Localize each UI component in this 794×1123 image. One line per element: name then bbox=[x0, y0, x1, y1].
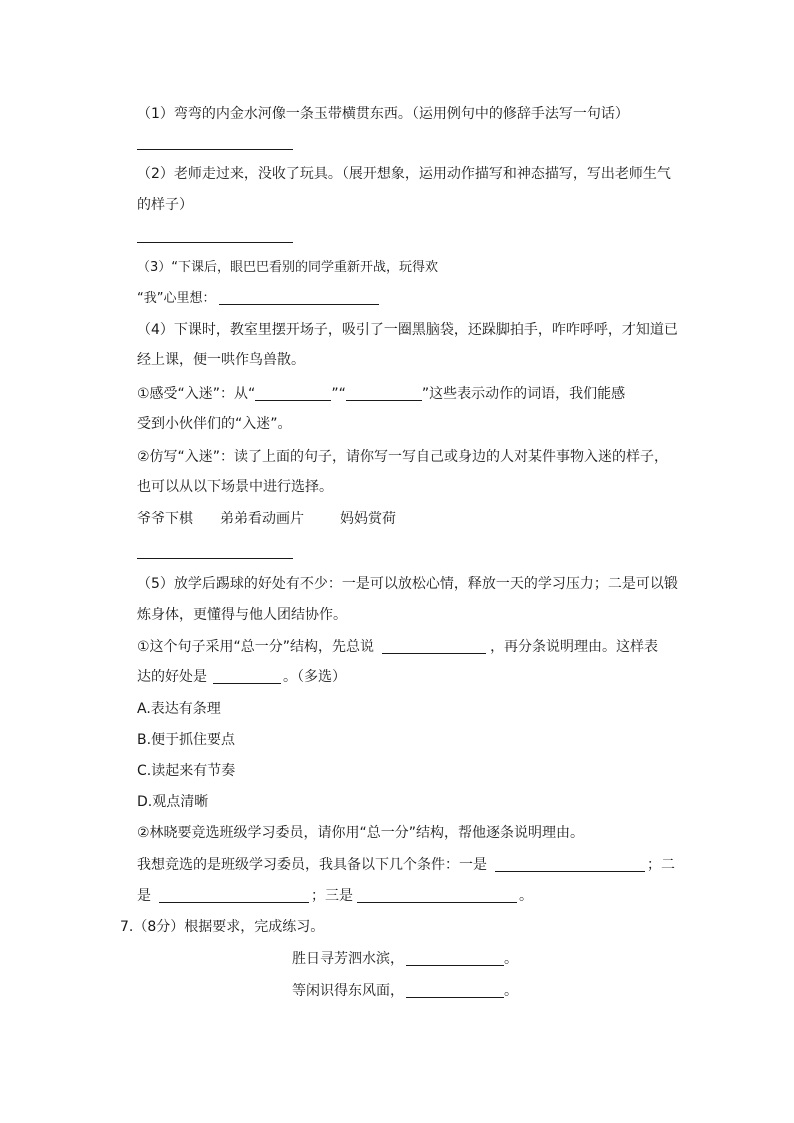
q2-prompt-line1: （2）老师走过来，没收了玩具。（展开想象，运用动作描写和神态描写，写出老师生气 bbox=[137, 166, 671, 182]
q5-reason2-blank[interactable] bbox=[159, 888, 309, 903]
q5-summary-blank[interactable] bbox=[382, 639, 486, 654]
q4-scene-2: 弟弟看动画片 bbox=[220, 511, 304, 527]
q5-answer-line2 bbox=[137, 886, 533, 906]
q5-sub2: ②林晓要竞选班级学习委员，请你用“总一分”结构，帮他逐条说明理由。 bbox=[137, 825, 585, 841]
q5-sub1 bbox=[137, 637, 658, 657]
q5-sub1-b: ，再分条说明理由。这样表 bbox=[490, 639, 659, 655]
q5-answer-line1 bbox=[137, 855, 675, 875]
q4-sub2-line1: ②仿写“入迷”：读了上面的句子，请你写一写自己或身边的人对某件事物入迷的样子， bbox=[137, 449, 669, 465]
q7-poem-line1 bbox=[292, 949, 518, 969]
q5-option-c[interactable]: C.读起来有节奏 bbox=[137, 763, 236, 779]
q5-sub1-a: ①这个句子采用“总一分”结构，先总说 bbox=[137, 639, 375, 655]
q7-poem-line2 bbox=[292, 981, 518, 1001]
q7-poem-blank2[interactable] bbox=[406, 983, 504, 998]
q5-line1: （5）放学后踢球的好处有不少：一是可以放松心情，释放一天的学习压力；二是可以锻 bbox=[137, 576, 678, 592]
q2-prompt-line2: 的样子） bbox=[137, 197, 193, 213]
q1-answer-blank[interactable] bbox=[137, 149, 293, 150]
q4-sub2-line2: 也可以从以下场景中进行选择。 bbox=[137, 479, 333, 495]
q4-word2-blank[interactable] bbox=[346, 386, 422, 401]
q3-label-text: “我”心里想： bbox=[137, 291, 216, 306]
q5-reason3-blank[interactable] bbox=[357, 888, 517, 903]
q4-scene-3: 妈妈赏荷 bbox=[340, 511, 396, 527]
q7-poem-line1-text: 胜日寻芳泗水滨， bbox=[292, 951, 404, 967]
q1-prompt: （1）弯弯的内金水河像一条玉带横贯东西。（运用例句中的修辞手法写一句话） bbox=[137, 106, 629, 122]
q7-poem-end1: 。 bbox=[504, 951, 518, 967]
q3-label bbox=[137, 289, 379, 309]
q4-sub1-line2: 受到小伙伴们的“入迷”。 bbox=[137, 416, 292, 432]
q7-heading: 7.（8分）根据要求，完成练习。 bbox=[120, 919, 325, 935]
q5-reason1-blank[interactable] bbox=[495, 857, 645, 872]
q5-line2: 炼身体，更懂得与他人团结协作。 bbox=[137, 607, 347, 623]
q7-poem-blank1[interactable] bbox=[406, 951, 504, 966]
q4-word1-blank[interactable] bbox=[255, 386, 331, 401]
q4-sub1 bbox=[137, 384, 625, 404]
q5-answer-d: ；三是 bbox=[311, 888, 353, 904]
q4-sub1-a: ①感受“入迷”：从“ bbox=[137, 386, 256, 402]
q5-benefit-blank[interactable] bbox=[213, 669, 281, 684]
q5-answer-c: 是 bbox=[137, 888, 151, 904]
q2-answer-blank[interactable] bbox=[137, 242, 293, 243]
q5-answer-b: ；二 bbox=[647, 857, 675, 873]
q4-line1: （4）下课时，教室里摆开场子，吸引了一圈黑脑袋，还跺脚拍手，咋咋呼呼，才知道已 bbox=[137, 322, 678, 338]
q4-sub1-c: ”这些表示动作的词语，我们能感 bbox=[421, 386, 626, 402]
q3-prompt: （3）“下课后，眼巴巴看别的同学重新开战，玩得欢 bbox=[137, 260, 439, 275]
q5-option-a[interactable]: A.表达有条理 bbox=[137, 701, 221, 717]
q5-sub1-c: 达的好处是 bbox=[137, 669, 207, 685]
q5-answer-a: 我想竞选的是班级学习委员，我具备以下几个条件：一是 bbox=[137, 857, 487, 873]
q7-poem-end2: 。 bbox=[504, 983, 518, 999]
q4-sub1-b: ”“ bbox=[331, 386, 346, 402]
q5-option-b[interactable]: B.便于抓住要点 bbox=[137, 732, 236, 748]
q5-sub1-line2 bbox=[137, 667, 346, 687]
q5-answer-e: 。 bbox=[519, 888, 533, 904]
q5-option-d[interactable]: D.观点清晰 bbox=[137, 794, 209, 810]
q5-sub1-d: 。（多选） bbox=[283, 669, 346, 685]
q4-scene-1: 爷爷下棋 bbox=[137, 511, 193, 527]
q7-poem-line2-text: 等闲识得东风面， bbox=[292, 983, 404, 999]
q3-answer-blank[interactable] bbox=[219, 290, 379, 305]
q4-answer-blank[interactable] bbox=[137, 558, 293, 559]
q4-line2: 经上课，便一哄作鸟兽散。 bbox=[137, 352, 305, 368]
